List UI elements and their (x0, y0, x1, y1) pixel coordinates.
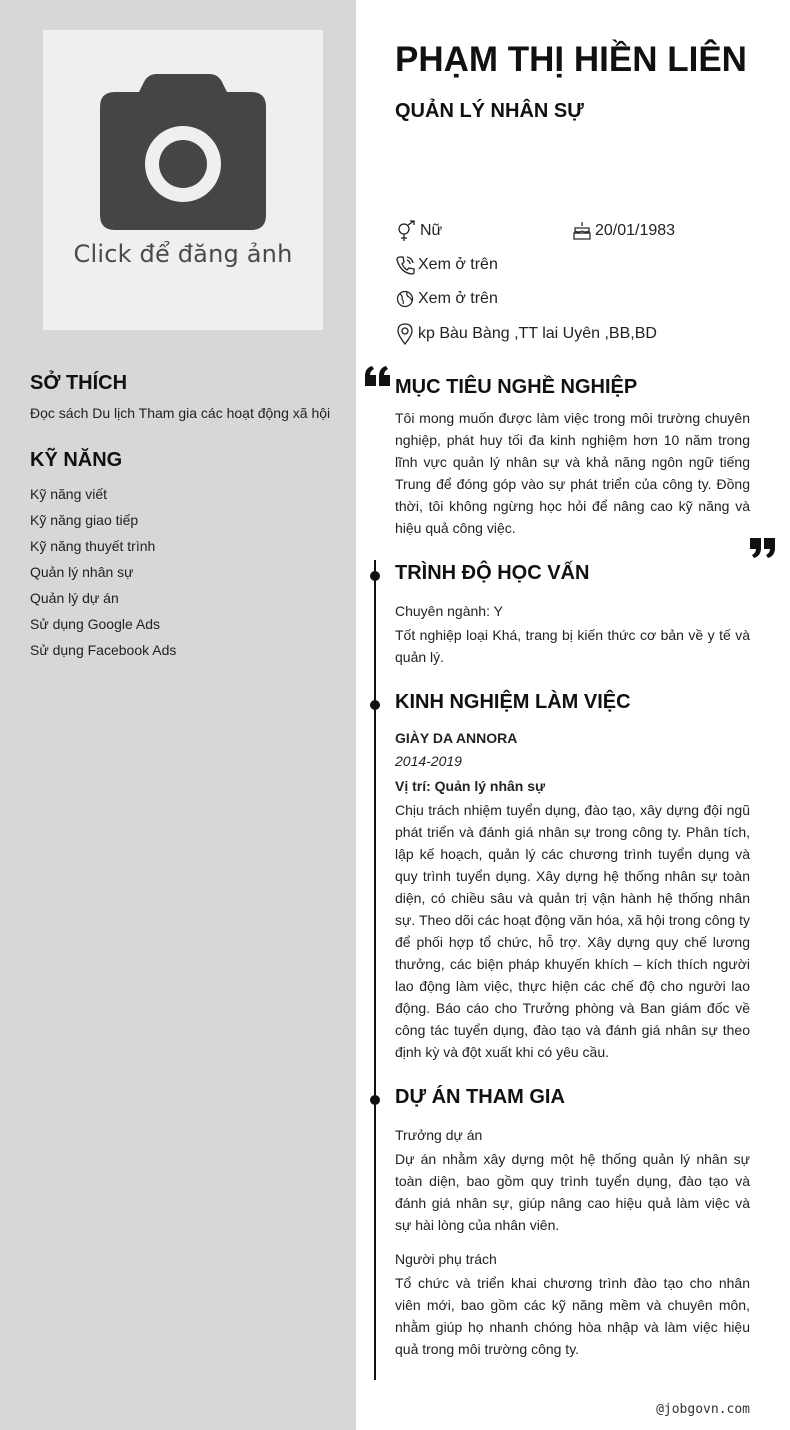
footer-watermark: @jobgovn.com (656, 1402, 750, 1417)
skills-list (30, 485, 340, 667)
projects-title: DỰ ÁN THAM GIA (395, 1086, 565, 1108)
experience-position: Vị trí: Quản lý nhân sự (395, 778, 546, 794)
address-info (395, 322, 657, 346)
timeline-dot (370, 571, 380, 581)
skill-item: Kỹ năng giao tiếp (30, 512, 139, 528)
sidebar (0, 0, 356, 1430)
phone-icon (395, 254, 415, 276)
photo-upload-label: Click để đăng ảnh (73, 240, 293, 268)
skills-section (30, 449, 340, 667)
experience-title: KINH NGHIỆM LÀM VIỆC (395, 691, 631, 713)
photo-upload[interactable] (43, 30, 323, 330)
globe-icon (395, 288, 415, 310)
skill-item: Kỹ năng viết (30, 486, 108, 502)
skill-item: Kỹ năng thuyết trình (30, 538, 156, 554)
timeline-line (374, 560, 376, 1380)
skills-title: KỸ NĂNG (30, 449, 123, 471)
timeline-dot (370, 700, 380, 710)
cake-icon (572, 220, 592, 242)
map-pin-icon (395, 322, 415, 346)
experience-text: Chịu trách nhiệm tuyển dụng, đào tạo, xây dựng đội ngũ phát triển và đánh giá nhân sự trong công ty. Phân tích, lập kế hoạch, quản lý các chương trình tuyển dụng và quy trình tuyển dụng. Xây dựng hệ thống nhân sự toàn diện, có chiều sâu và quản trị vận hành hệ thống nhân sự. Theo dõi các hoạt động văn hóa, xã hội trong công ty để phối hợp tổ chức, hỗ trợ. Xây dựng quy chế lương thưởng, các biện pháp khuyến khích – kích thích người lao động làm việc, thực hiện các chế độ cho người lao động. Báo cáo cho Trưởng phòng và Ban giám đốc về công tác tuyển dụng, đào tạo và đánh giá nhân sự theo định kỳ và đột xuất khi có yêu cầu. (395, 802, 750, 1060)
gender-info (395, 220, 442, 242)
project-role: Người phụ trách (395, 1251, 497, 1267)
address-value: kp Bàu Bàng ,TT lai Uyên ,BB,BD (418, 325, 657, 342)
experience-company: GIÀY DA ANNORA (395, 730, 518, 746)
education-text: Tốt nghiệp loại Khá, trang bị kiến thức cơ bản về y tế và quản lý. (395, 627, 750, 665)
job-title: QUẢN LÝ NHÂN SỰ (395, 100, 584, 122)
project-text: Dự án nhằm xây dựng một hệ thống quản lý nhân sự toàn diện, bao gồm quy trình tuyển dụng, đào tạo và đánh giá nhân sự, giúp nâng cao hiệu quả làm việc và sự hài lòng của nhân viên. (395, 1151, 750, 1233)
objective-title: MỤC TIÊU NGHỀ NGHIỆP (395, 376, 638, 398)
timeline-dot (370, 1095, 380, 1105)
project-text: Tổ chức và triển khai chương trình đào tạo cho nhân viên mới, bao gồm các kỹ năng mềm và chuyên môn, nhằm giúp họ nhanh chóng hòa nhập và làm việc hiệu quả trong môi trường công ty. (395, 1275, 750, 1357)
candidate-name: PHẠM THỊ HIỀN LIÊN (395, 40, 747, 79)
phone-info (395, 254, 498, 276)
birthday-info (572, 220, 675, 242)
skill-item: Sử dụng Google Ads (30, 616, 161, 632)
skill-item: Quản lý nhân sự (30, 564, 134, 580)
quote-open-icon (364, 364, 392, 388)
skill-item: Sử dụng Facebook Ads (30, 642, 177, 658)
website-info (395, 288, 498, 310)
camera-icon (99, 74, 267, 232)
experience-period: 2014-2019 (395, 753, 462, 769)
birthday-value: 20/01/1983 (595, 222, 676, 239)
objective-text: Tôi mong muốn được làm việc trong môi trường chuyên nghiệp, phát huy tối đa kinh nghiệm hơn 10 năm trong lĩnh vực quản lý nhân sự và khả năng ngôn ngữ tiếng Trung để đóng góp vào sự phát triển của công ty. Đồng thời, tôi không ngừng học hỏi để nâng cao kỹ năng và hiệu quả công việc. (395, 410, 750, 536)
gender-value: Nữ (420, 222, 443, 239)
hobbies-section (30, 372, 340, 421)
quote-close-icon (748, 536, 776, 560)
hobbies-text: Đọc sách Du lịch Tham gia các hoạt động xã hội (30, 405, 331, 421)
gender-icon (395, 220, 417, 242)
project-role: Trưởng dự án (395, 1127, 483, 1143)
website-value: Xem ở trên (418, 290, 498, 307)
education-title: TRÌNH ĐỘ HỌC VẤN (395, 562, 590, 584)
phone-value: Xem ở trên (418, 256, 498, 273)
skill-item: Quản lý dự án (30, 590, 119, 606)
education-major: Chuyên ngành: Y (395, 603, 503, 619)
hobbies-title: SỞ THÍCH (30, 372, 128, 394)
